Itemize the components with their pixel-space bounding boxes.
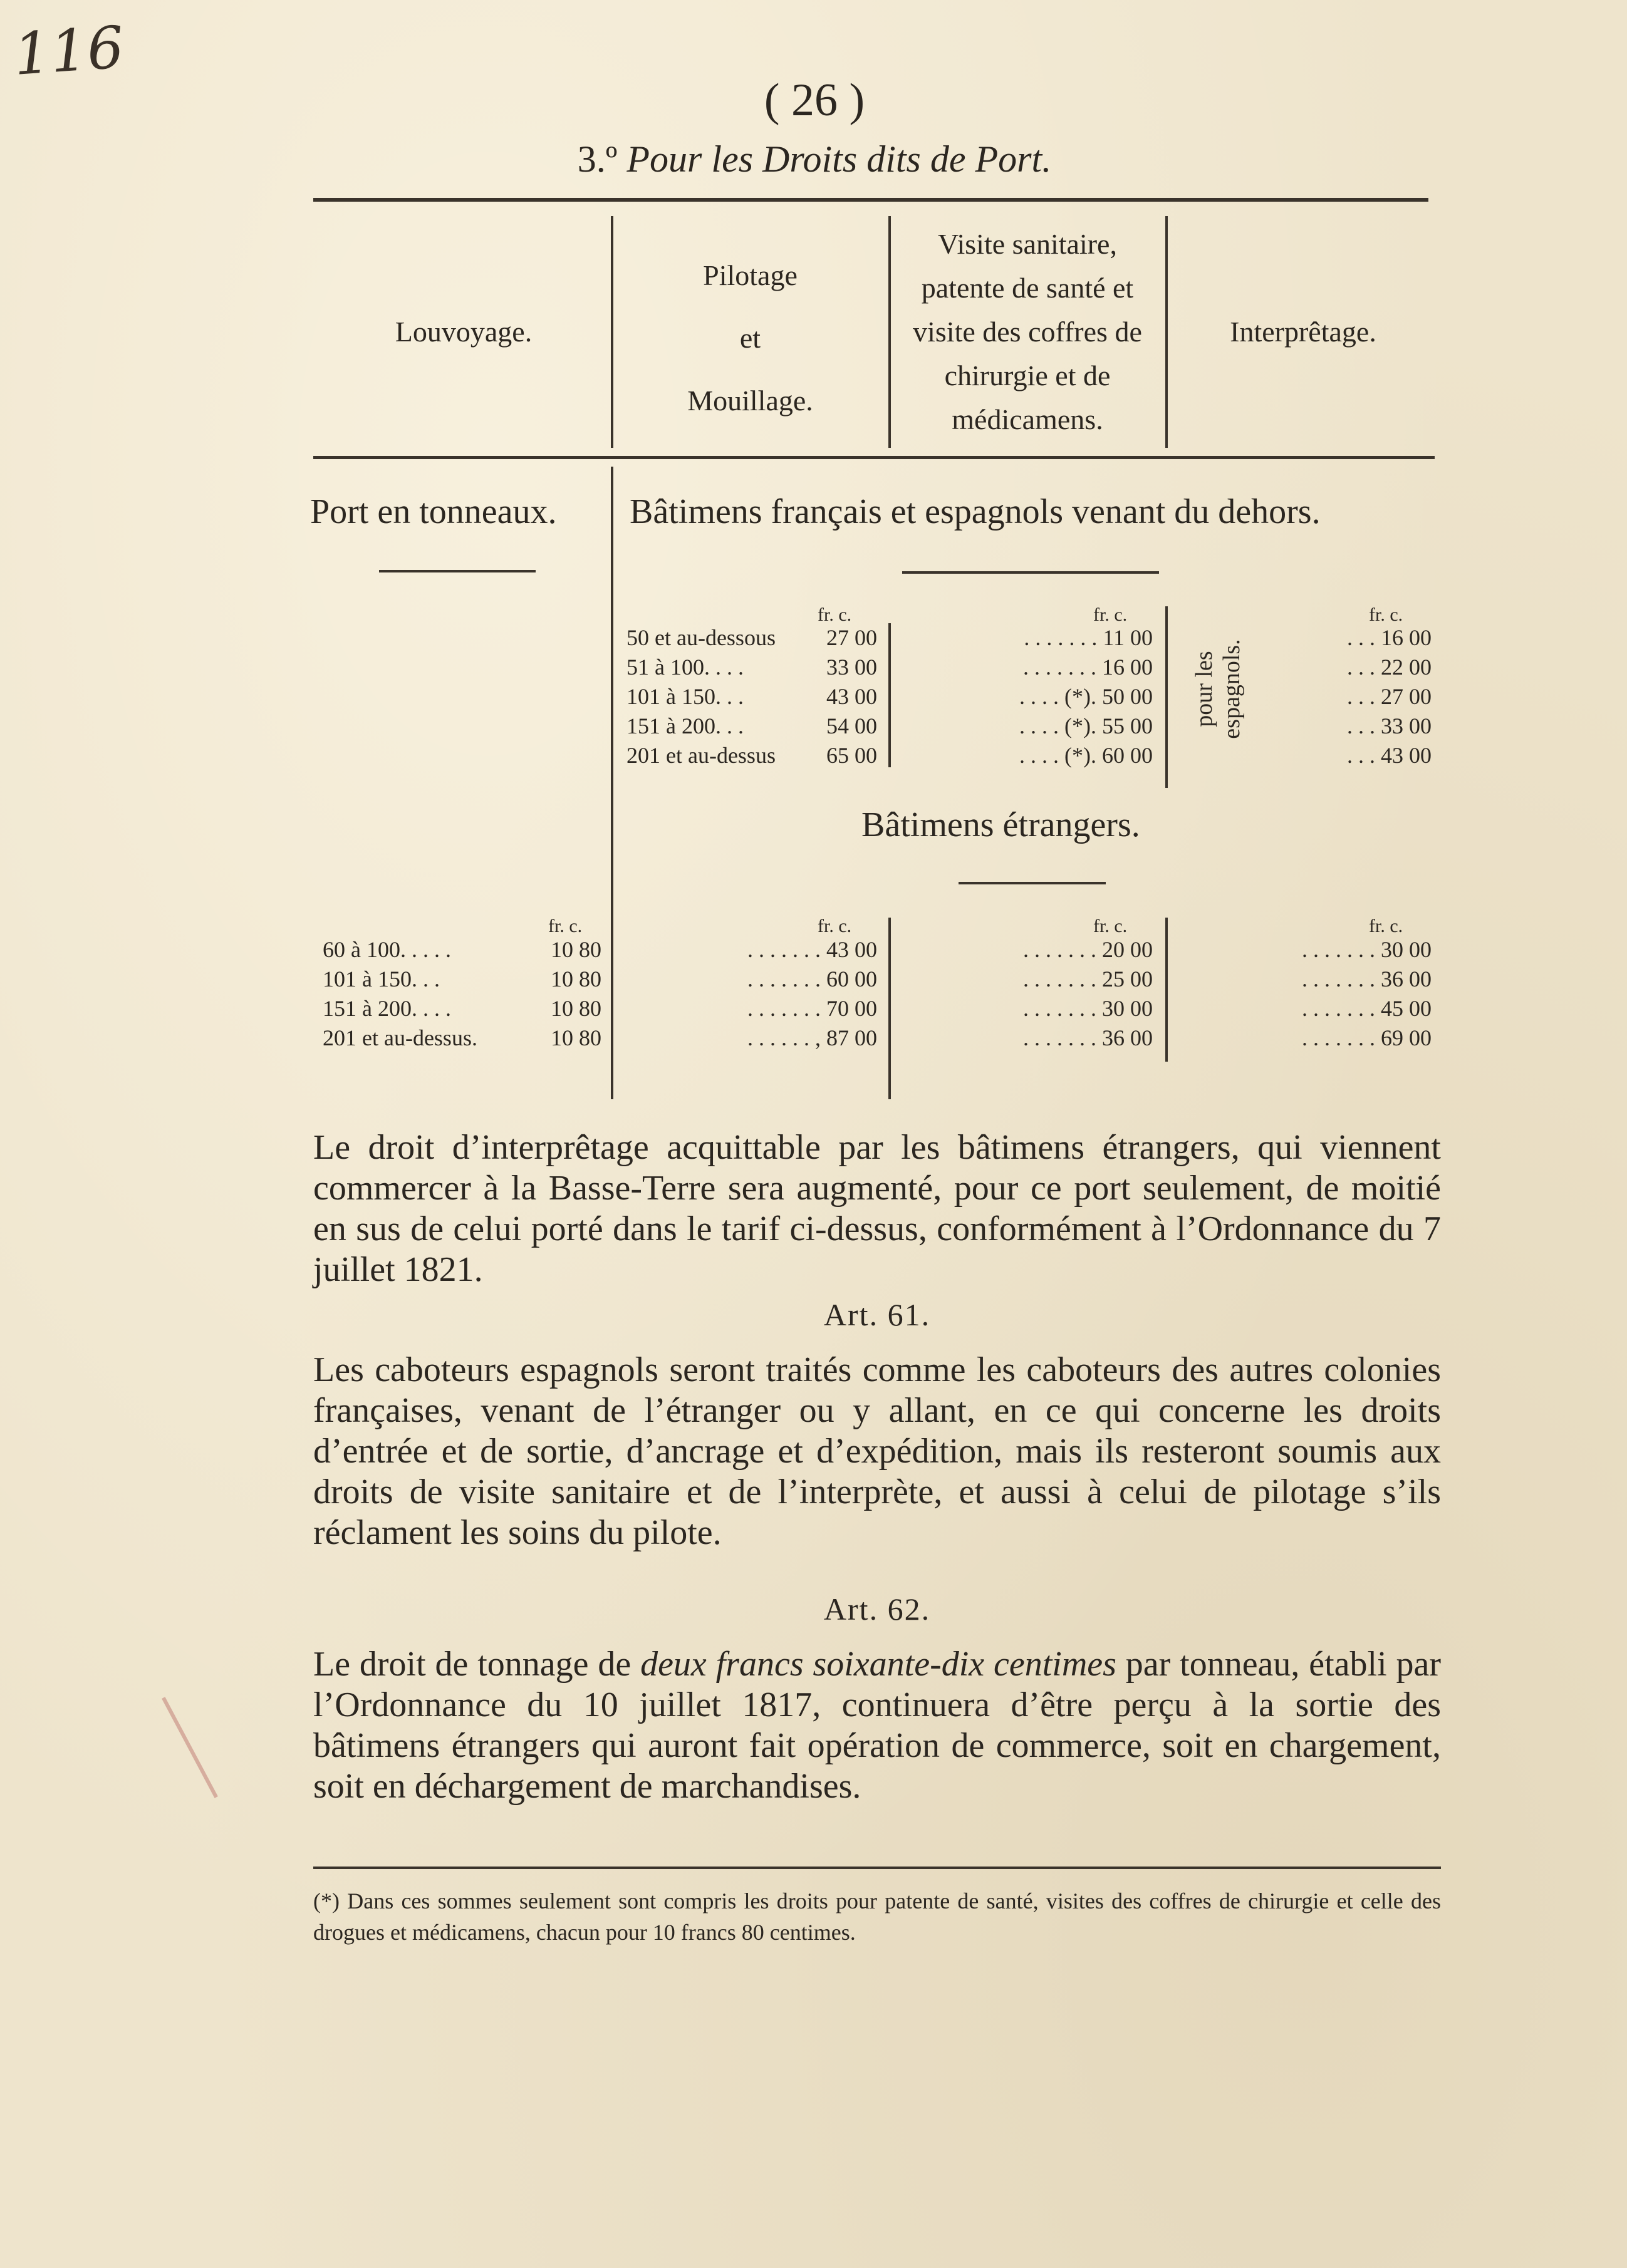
- paragraph-interpretage: Le droit d’interprêtage acquittable par les bâtimens étrangers, qui viennent commercer à la Basse-Terre sera augmenté, pour ce port seulement, de moitié en sus de celui porté dans le tarif ci-dessus, conformément à l’Ordonnance du 7 juillet 1821.: [313, 1128, 1441, 1289]
- section1-pilotage-column: [802, 623, 877, 770]
- pour-les-espagnols-label: [1190, 626, 1245, 752]
- table-cell: 65 00: [826, 743, 877, 768]
- table-cell: . . . . (*). 50 00: [1019, 684, 1153, 709]
- section2-divider-2: [1165, 918, 1168, 1062]
- section2-unit-1: fr. c.: [548, 916, 583, 936]
- port-label: Port en tonneaux.: [310, 492, 557, 531]
- table-cell: . . . . . . , 87 00: [747, 1025, 877, 1050]
- table-cell: 10 80: [551, 966, 601, 992]
- paragraph-tonnage-emphasis: deux francs soixante-dix centimes: [640, 1645, 1116, 1684]
- table-cell: 27 00: [826, 625, 877, 650]
- footnote-rule: [313, 1867, 1441, 1869]
- table-cell: . . . 16 00: [1347, 625, 1432, 650]
- table-cell: . . . 43 00: [1347, 743, 1432, 768]
- header-bottom-rule: [313, 456, 1435, 459]
- table-row: 101 à 150. . .: [323, 966, 440, 992]
- column-pilotage-line-1: Pilotage: [703, 259, 798, 291]
- column-visite-line-2: patente de santé et: [921, 272, 1134, 304]
- port-label-underline: [379, 570, 536, 572]
- margin-pencil-mark: [162, 1697, 218, 1798]
- pour-les-line-1: pour les: [1191, 651, 1217, 727]
- section1-divider-2: [1165, 606, 1168, 788]
- section-heading: [313, 138, 1316, 181]
- footnote: (*) Dans ces sommes seulement sont compris les droits pour patente de santé, visites des coffres de chirurgie et celle des drogues et médicamens, chacun pour 10 francs 80 centimes.: [313, 1888, 1441, 1945]
- section2-visite-column: [902, 935, 1153, 1053]
- table-cell: . . . 22 00: [1347, 655, 1432, 680]
- table-cell: . . . . . . . 30 00: [1023, 996, 1153, 1021]
- section1-unit-2: fr. c.: [1093, 604, 1128, 625]
- table-cell: . . . . (*). 55 00: [1019, 713, 1153, 738]
- table-row: 201 et au-dessus: [626, 743, 776, 768]
- section2-unit-3: fr. c.: [1093, 916, 1128, 936]
- margin-handwritten-number: 116: [11, 14, 127, 88]
- table-cell: . . . . . . . 20 00: [1023, 937, 1153, 962]
- section2-pilotage-column: [626, 935, 877, 1053]
- table-row: 51 à 100. . . .: [626, 655, 744, 680]
- table-cell: . . . . . . . 60 00: [747, 966, 877, 992]
- paragraph-caboteurs: Les caboteurs espagnols seront traités comme les caboteurs des autres colonies françaises, venant de l’étranger ou y allant, en ce qui concerne les droits d’entrée et de sortie, d’ancrage et d’expédition, mais ils resteront soumis aux droits de visite sanitaire et de l’interprète, et aussi à celui de pilotage s’ils réclament les soins du pilote.: [313, 1350, 1441, 1552]
- table-cell: 54 00: [826, 713, 877, 738]
- table-cell: 10 80: [551, 996, 601, 1021]
- section2-interpretage-column: [1178, 935, 1432, 1053]
- table-row: 201 et au-dessus.: [323, 1025, 477, 1050]
- table-cell: . . . . . . . 25 00: [1023, 966, 1153, 992]
- table-cell: . . . . . . . 45 00: [1302, 996, 1432, 1021]
- table-cell: . . . . (*). 60 00: [1019, 743, 1153, 768]
- section1-divider-1: [888, 623, 891, 767]
- table-cell: . . . . . . . 30 00: [1302, 937, 1432, 962]
- heading-title: Pour les Droits dits de Port.: [626, 138, 1052, 180]
- table-row: 151 à 200. . .: [626, 713, 744, 738]
- section1-unit-3: fr. c.: [1369, 604, 1403, 625]
- section2-unit-4: fr. c.: [1369, 916, 1403, 936]
- table-cell: . . . 33 00: [1347, 713, 1432, 738]
- column-visite-line-5: médicamens.: [952, 403, 1103, 435]
- section2-underline: [959, 882, 1106, 884]
- section1-unit-1: fr. c.: [818, 604, 852, 625]
- column-visite-line-3: visite des coffres de: [913, 316, 1142, 348]
- section1-visite-column: [902, 623, 1153, 770]
- table-cell: . . . . . . . 70 00: [747, 996, 877, 1021]
- section1-tonnage-column: [626, 623, 776, 770]
- column-pilotage-line-3: Mouillage.: [687, 385, 813, 417]
- pour-les-line-2: espagnols.: [1219, 639, 1245, 739]
- header-divider-1: [611, 216, 613, 448]
- section2-unit-2: fr. c.: [818, 916, 852, 936]
- table-cell: . . . . . . . 36 00: [1023, 1025, 1153, 1050]
- table-cell: . . . . . . . 11 00: [1024, 625, 1153, 650]
- column-pilotage-line-2: et: [739, 322, 761, 354]
- column-interpretage: Interprêtage.: [1230, 316, 1376, 348]
- table-cell: . . . . . . . 16 00: [1023, 655, 1153, 680]
- header-divider-2: [888, 216, 891, 448]
- header-divider-3: [1165, 216, 1168, 448]
- section2-title: Bâtimens étrangers.: [861, 805, 1140, 844]
- article-61-heading: Art. 61.: [823, 1297, 931, 1332]
- table-cell: . . . 27 00: [1347, 684, 1432, 709]
- heading-prefix: 3.º: [577, 138, 618, 180]
- table-row: 151 à 200. . . .: [323, 996, 451, 1021]
- table-cell: 33 00: [826, 655, 877, 680]
- column-louvoyage: Louvoyage.: [395, 316, 533, 348]
- table-row: 60 à 100. . . . .: [323, 937, 451, 962]
- paragraph-tonnage-end: par tonneau, établi par l’Ordonnance du 10 juillet 1817, continuera d’être perçu à la sortie des bâtimens étrangers qui auront fait opération de commerce, soit en chargement, soit en déchargement de marchandises.: [313, 1645, 1442, 1806]
- section1-title: Bâtimens français et espagnols venant du dehors.: [630, 492, 1321, 531]
- section1-underline: [902, 571, 1159, 574]
- paragraph-tonnage: [313, 1644, 1441, 1807]
- table-row: 50 et au-dessous: [626, 625, 776, 650]
- body-divider-left: [611, 467, 613, 1099]
- table-cell: 10 80: [551, 1025, 601, 1050]
- table-row: 101 à 150. . .: [626, 684, 744, 709]
- section1-interpretage-column: [1272, 623, 1432, 770]
- table-cell: . . . . . . . 43 00: [747, 937, 877, 962]
- page-number: ( 26 ): [764, 75, 865, 126]
- paragraph-tonnage-start: Le droit de tonnage de: [313, 1645, 641, 1684]
- table-cell: . . . . . . . 69 00: [1302, 1025, 1432, 1050]
- section2-louvoyage-column: [526, 935, 601, 1053]
- column-visite: [893, 222, 1162, 442]
- top-rule: [313, 198, 1428, 202]
- table-cell: 43 00: [826, 684, 877, 709]
- column-visite-line-1: Visite sanitaire,: [938, 228, 1117, 260]
- column-pilotage: [617, 244, 883, 432]
- table-cell: 10 80: [551, 937, 601, 962]
- table-cell: . . . . . . . 36 00: [1302, 966, 1432, 992]
- article-62-heading: Art. 62.: [823, 1592, 931, 1627]
- column-visite-line-4: chirurgie et de: [944, 360, 1111, 391]
- section2-divider-1: [888, 918, 891, 1099]
- section2-tonnage-column: [323, 935, 477, 1053]
